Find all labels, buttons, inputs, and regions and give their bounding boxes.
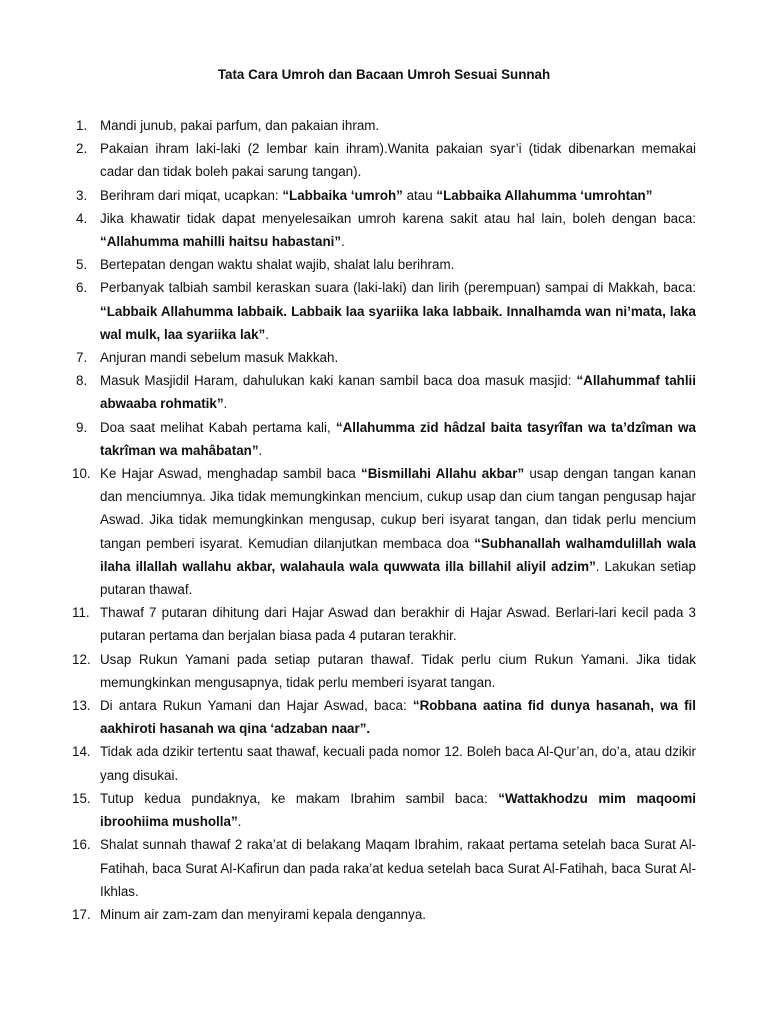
list-item-number: 14.: [72, 744, 91, 760]
prayer-text: “Allahummaf tahlii abwaaba rohmatik”: [100, 373, 696, 412]
list-item-number: 10.: [72, 466, 91, 482]
prayer-text: “Bismillahi Allahu akbar”: [361, 466, 525, 482]
instruction-text: .: [223, 396, 228, 412]
instruction-text: Shalat sunnah thawaf 2 raka’at di belakang Maqam Ibrahim, rakaat pertama setelah baca Surat Al-Fatihah, baca Surat Al-Kafirun dan pada raka’at kedua setelah baca Surat Al-Fatihah, baca Surat Al-Ikhlas.: [100, 837, 696, 899]
prayer-text: “Allahumma mahilli haitsu habastani”: [100, 234, 342, 250]
instruction-text: Thawaf 7 putaran dihitung dari Hajar Aswad dan berakhir di Hajar Aswad. Berlari-lari kecil pada 3 putaran pertama dan berjalan biasa pada 4 putaran terakhir.: [100, 605, 696, 644]
instruction-text: usap dengan tangan kanan dan menciumnya. Jika tidak memungkinkan mencium, cukup usap dan cium tangan pengusap hajar Aswad. Jika tidak memungkinkan mengusap, cukup beri isyarat tangan, dan tidak perlu mencium tangan pemberi isyarat. Kemudian dilanjutkan membaca doa: [100, 466, 696, 551]
instruction-text: Bertepatan dengan waktu shalat wajib, shalat lalu berihram.: [100, 257, 455, 273]
instruction-text: Mandi junub, pakai parfum, dan pakaian ihram.: [100, 118, 380, 133]
instruction-text: atau: [402, 187, 437, 203]
list-item: [72, 253, 696, 276]
list-item: [72, 184, 696, 207]
list-item-number: 2.: [76, 141, 88, 157]
list-item: [72, 137, 696, 183]
instruction-text: .: [258, 442, 263, 458]
prayer-text: “Subhanallah walhamdulillah wala ilaha illallah wallahu akbar, walahaula wala quwwata illa billahil aliyil adzim”: [100, 535, 696, 574]
list-item: [72, 416, 696, 462]
instruction-text: Anjuran mandi sebelum masuk Makkah.: [100, 350, 339, 366]
list-item-number: 16.: [72, 837, 91, 853]
list-item: [72, 787, 696, 833]
instruction-text: Masuk Masjidil Haram, dahulukan kaki kanan sambil baca doa masuk masjid:: [100, 373, 577, 389]
list-item-number: 15.: [72, 790, 91, 806]
prayer-text: “Labbaika Allahumma ‘umrohtan”: [436, 187, 653, 203]
list-item: [72, 114, 696, 137]
list-item-number: 9.: [76, 419, 88, 435]
instruction-text: Jika khawatir tidak dapat menyelesaikan umroh karena sakit atau hal lain, boleh dengan baca:: [100, 210, 696, 226]
prayer-text: “Allahumma zid hâdzal baita tasyrîfan wa ta’dzîman wa takrîman wa mahâbatan”: [100, 419, 696, 458]
list-item: [72, 369, 696, 415]
list-item: [72, 903, 696, 926]
list-item: [72, 346, 696, 369]
instruction-text: Perbanyak talbiah sambil keraskan suara (laki-laki) dan lirih (perempuan) sampai di Makkah, baca:: [100, 280, 696, 296]
prayer-text: “Wattakhodzu mim maqoomi ibroohiima musholla”: [100, 790, 696, 830]
list-item: [72, 833, 696, 903]
prayer-text: “Labbaika ‘umroh”: [282, 187, 403, 203]
instruction-text: . Lakukan setiap putaran thawaf.: [100, 558, 696, 598]
list-item-number: 1.: [76, 118, 88, 133]
list-item-number: 8.: [76, 373, 88, 389]
list-item: [72, 648, 696, 694]
prayer-text: “Labbaik Allahumma labbaik. Labbaik laa syariika laka labbaik. Innalhamda wan ni’mata, laka wal mulk, laa syariika lak”: [100, 303, 696, 342]
instruction-text: .: [265, 326, 269, 342]
list-item-number: 17.: [72, 906, 91, 922]
instruction-text: .: [341, 234, 345, 250]
list-item-number: 3.: [76, 187, 88, 203]
list-item-number: 6.: [76, 280, 88, 296]
list-item-number: 11.: [72, 605, 90, 621]
list-item-number: 13.: [72, 698, 91, 714]
instruction-text: Minum air zam-zam dan menyirami kepala dengannya.: [100, 906, 426, 922]
instruction-text: Usap Rukun Yamani pada setiap putaran thawaf. Tidak perlu cium Rukun Yamani. Jika tidak memungkinkan mengusapnya, tidak perlu memberi isyarat tangan.: [100, 651, 696, 690]
document-title: Tata Cara Umroh dan Bacaan Umroh Sesuai Sunnah: [217, 67, 551, 82]
list-item: [72, 276, 696, 346]
list-item: [72, 207, 696, 253]
instruction-list: [72, 114, 696, 926]
list-item-number: 12.: [72, 651, 91, 667]
list-item: [72, 601, 696, 647]
instruction-text: Tutup kedua pundaknya, ke makam Ibrahim sambil baca:: [100, 790, 499, 806]
instruction-text: .: [237, 814, 242, 830]
instruction-text: Doa saat melihat Kabah pertama kali,: [100, 419, 336, 435]
list-item-number: 7.: [76, 350, 88, 366]
instruction-text: Pakaian ihram laki-laki (2 lembar kain ihram).Wanita pakaian syar’i (tidak dibenarkan memakai cadar dan tidak boleh pakai sarung tangan).: [100, 141, 696, 180]
prayer-text: “Robbana aatina fid dunya hasanah, wa fil aakhiroti hasanah wa qina ‘adzaban naar”.: [100, 698, 696, 737]
instruction-text: Di antara Rukun Yamani dan Hajar Aswad, baca:: [100, 698, 413, 714]
list-item-number: 5.: [76, 257, 88, 273]
instruction-text: Berihram dari miqat, ucapkan:: [100, 187, 283, 203]
list-item: [72, 740, 696, 786]
instruction-text: Ke Hajar Aswad, menghadap sambil baca: [100, 466, 362, 482]
list-item: [72, 462, 696, 601]
instruction-text: Tidak ada dzikir tertentu saat thawaf, kecuali pada nomor 12. Boleh baca Al-Qur’an, do’a, atau dzikir yang disukai.: [100, 744, 696, 783]
list-item-number: 4.: [76, 210, 88, 226]
list-item: [72, 694, 696, 740]
